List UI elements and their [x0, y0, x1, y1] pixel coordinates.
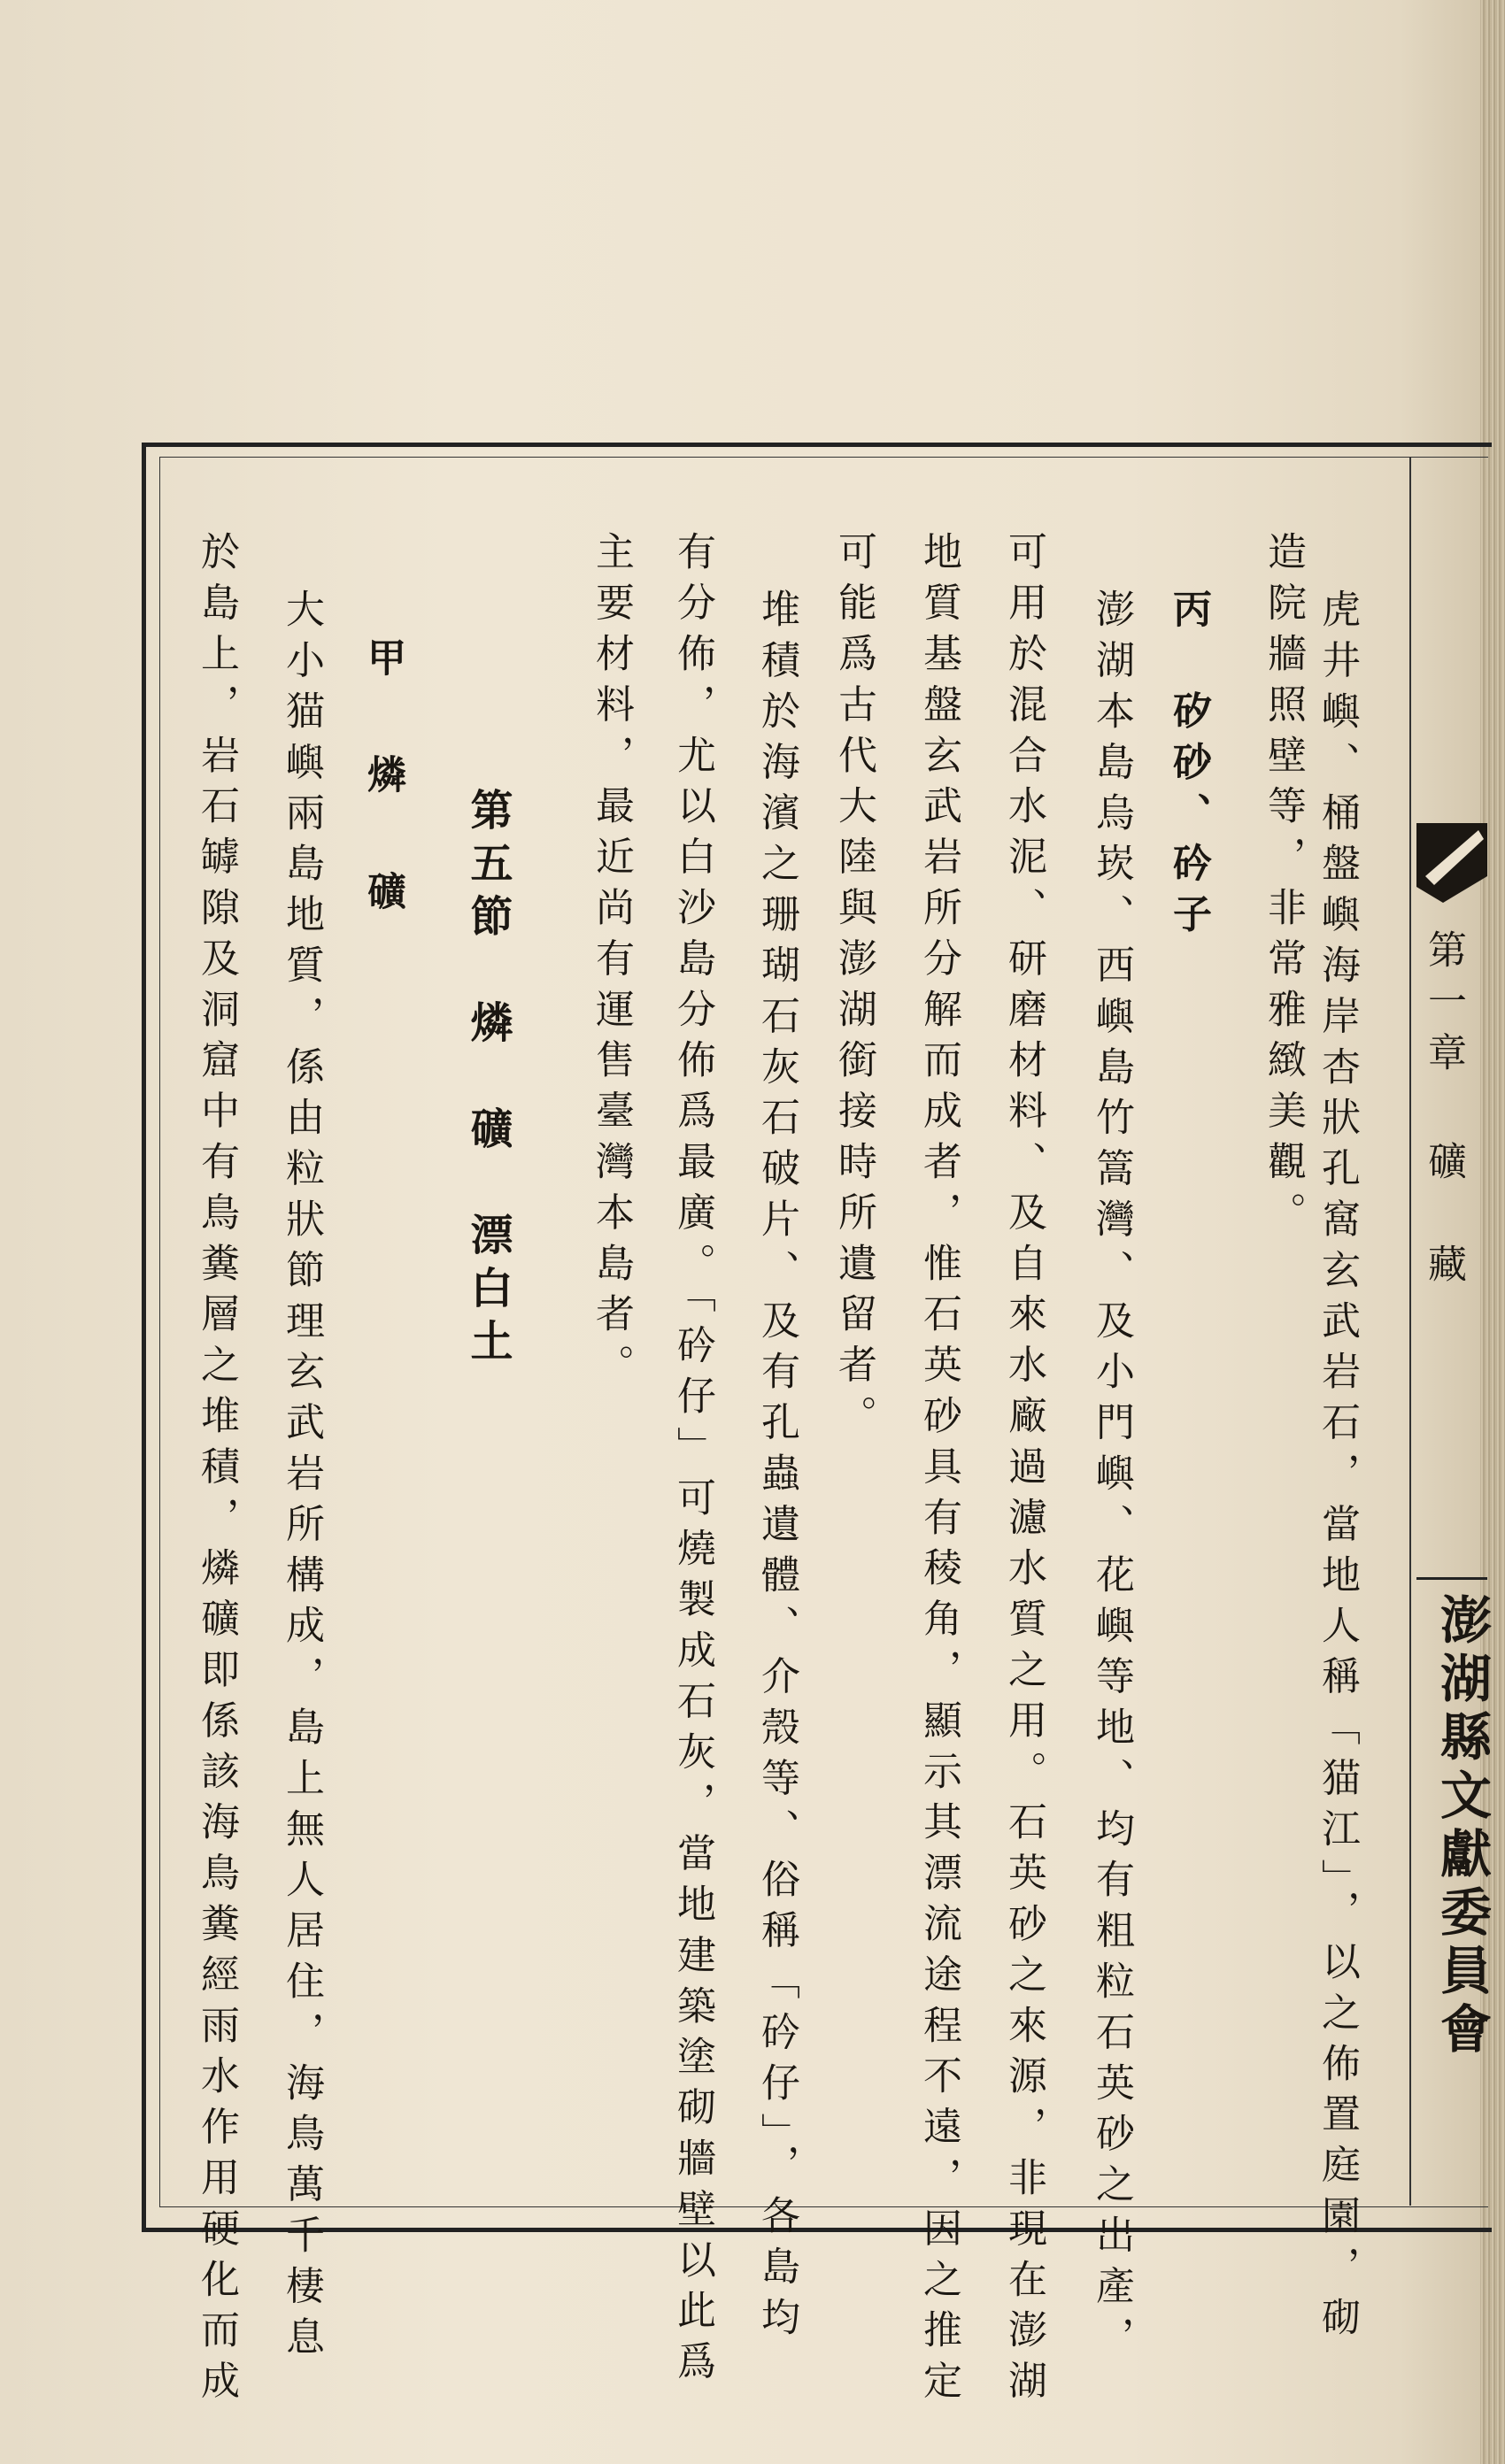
text-column-10: 主要材料，最近尚有運售臺灣本島者。: [589, 531, 634, 1395]
text-column-6: 地質基盤玄武岩所分解而成者，惟石英砂具有稜角，顯示其漂流途程不遠，因之推定: [916, 531, 961, 2411]
text-column-7: 可能爲古代大陸與澎湖銜接時所遺留者。: [831, 531, 876, 1446]
text-column-8: 堆積於海濱之珊瑚石灰石破片、及有孔蟲遺體、介殼等、俗稱「砛仔」，各島均: [754, 589, 799, 2347]
text-column-14: 於島上，岩石罅隙及洞窟中有鳥糞層之堆積，燐礦即係該海鳥糞經雨水作用硬化而成: [194, 531, 239, 2411]
text-column-5: 可用於混合水泥、研磨材料、及自來水廠過濾水質之用。石英砂之來源，非現在澎湖: [1001, 531, 1046, 2411]
text-column-4: 澎湖本島烏崁、西嶼島竹篙灣、及小門嶼、花嶼等地、均有粗粒石英砂之出產，: [1089, 589, 1134, 2367]
text-column-13: 大小猫嶼兩島地質，係由粒狀節理玄武岩所構成，島上無人居住，海鳥萬千棲息: [279, 589, 324, 2367]
margin-title-rule: [1416, 1577, 1487, 1580]
subsection-heading-bing: 丙 矽砂、砛子: [1166, 589, 1211, 944]
section-heading-5: 第五節 燐 礦 漂白土: [463, 788, 513, 1372]
book-title: 澎湖縣文獻委員會: [1432, 1593, 1492, 2060]
chapter-running-head: 第一章 礦 藏: [1421, 929, 1466, 1295]
chapter-ornament-icon: [1416, 823, 1487, 903]
text-column-2: 造院牆照壁等，非常雅緻美觀。: [1261, 531, 1306, 1243]
text-column-1: 虎井嶼、桶盤嶼海岸杏狀孔窩玄武岩石，當地人稱「猫江」，以之佈置庭園，砌: [1315, 589, 1360, 2347]
margin-rule: [1409, 457, 1411, 2206]
text-column-9: 有分佈，尤以白沙島分佈爲最廣。「砛仔」可燒製成石灰，當地建築塗砌牆壁以此爲: [670, 531, 715, 2391]
subsection-heading-jia: 甲 燐 礦: [360, 637, 405, 929]
